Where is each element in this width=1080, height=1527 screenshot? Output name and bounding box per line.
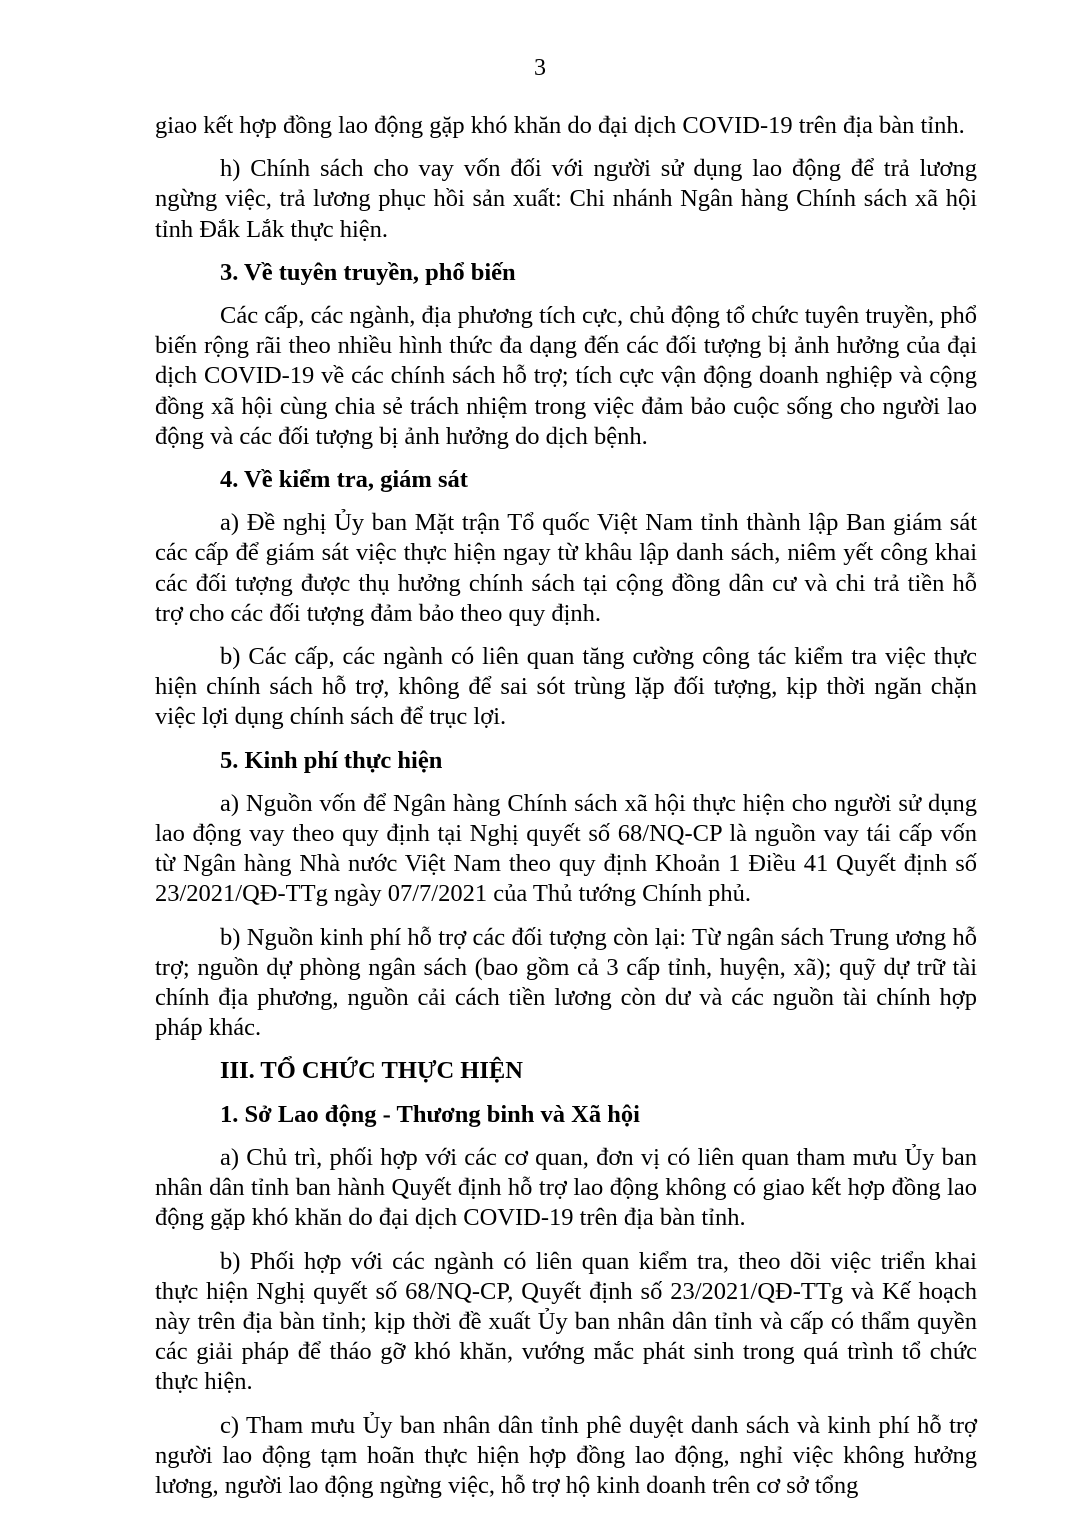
section-heading-iii: III. TỔ CHỨC THỰC HIỆN (220, 1057, 523, 1085)
paragraph-item-h: h) Chính sách cho vay vốn đối với người sử dụng lao động để trả lương ngừng việc, trả lương phục hồi sản xuất: Chi nhánh Ngân hàng Chính sách xã hội tỉnh Đắk Lắk thực hiện. (155, 155, 977, 243)
paragraph-continuation: giao kết hợp đồng lao động gặp khó khăn do đại dịch COVID-19 trên địa bàn tỉnh. (155, 112, 965, 139)
paragraph-item-b-labor: b) Phối hợp với các ngành có liên quan kiểm tra, theo dõi việc triển khai thực hiện Nghị quyết số 68/NQ-CP, Quyết định số 23/2021/QĐ-TTg và Kế hoạch này trên địa bàn tỉnh; kịp thời đề xuất Ủy ban nhân dân tỉnh và cấp có thẩm quyền các giải pháp để tháo gỡ khó khăn, vướng mắc phát sinh trong quá trình tổ chức thực hiện. (155, 1247, 977, 1396)
paragraph-item-a-funding: a) Nguồn vốn để Ngân hàng Chính sách xã hội thực hiện cho người sử dụng lao động vay theo quy định tại Nghị quyết số 68/NQ-CP là nguồn vay tái cấp vốn từ Ngân hàng Nhà nước Việt Nam theo quy định Khoản 1 Điều 41 Quyết định số 23/2021/QĐ-TTg ngày 07/7/2021 của Thủ tướng Chính phủ. (155, 789, 977, 908)
document-body (155, 111, 977, 1514)
paragraph-propaganda: Các cấp, các ngành, địa phương tích cực, chủ động tổ chức tuyên truyền, phổ biến rộng rãi theo nhiều hình thức đa dạng đến các đối tượng bị ảnh hưởng của đại dịch COVID-19 về các chính sách hỗ trợ; tích cực vận động doanh nghiệp và cộng đồng xã hội cùng chia sẻ trách nhiệm trong việc đảm bảo cuộc sống cho người lao động và các đối tượng bị ảnh hưởng do dịch bệnh. (155, 302, 977, 450)
page-number: 3 (534, 55, 546, 81)
paragraph-item-c-labor: c) Tham mưu Ủy ban nhân dân tỉnh phê duyệt danh sách và kinh phí hỗ trợ người lao động tạm hoãn thực hiện hợp đồng lao động, nghỉ việc không hưởng lương, người lao động ngừng việc, hỗ trợ hộ kinh doanh trên cơ sở tổng (155, 1411, 977, 1499)
section-heading-3: 3. Về tuyên truyền, phổ biến (220, 258, 516, 286)
paragraph-item-b-inspection: b) Các cấp, các ngành có liên quan tăng cường công tác kiểm tra việc thực hiện chính sách hỗ trợ, không để sai sót trùng lặp đối tượng, kịp thời ngăn chặn việc lợi dụng chính sách để trục lợi. (155, 643, 977, 731)
paragraph-item-a-supervision: a) Đề nghị Ủy ban Mặt trận Tổ quốc Việt Nam tỉnh thành lập Ban giám sát các cấp để giám sát việc thực hiện ngay từ khâu lập danh sách, niêm yết công khai các đối tượng được thụ hưởng chính sách tại cộng đồng dân cư và chi trả tiền hỗ trợ cho các đối tượng đảm bảo theo quy định. (155, 509, 977, 627)
paragraph-item-b-funding: b) Nguồn kinh phí hỗ trợ các đối tượng còn lại: Từ ngân sách Trung ương hỗ trợ; nguồn dự phòng ngân sách (bao gồm cả 3 cấp tỉnh, huyện, xã); quỹ dự trữ tài chính địa phương, nguồn cải cách tiền lương còn dư và các nguồn tài chính hợp pháp khác. (155, 923, 977, 1042)
section-heading-5: 5. Kinh phí thực hiện (220, 746, 443, 774)
section-heading-4: 4. Về kiểm tra, giám sát (220, 466, 468, 494)
paragraph-item-a-labor: a) Chủ trì, phối hợp với các cơ quan, đơn vị có liên quan tham mưu Ủy ban nhân dân tỉnh ban hành Quyết định hỗ trợ lao động không có giao kết hợp đồng lao động gặp khó khăn do đại dịch COVID-19 trên địa bàn tỉnh. (155, 1143, 977, 1232)
subsection-heading-1: 1. Sở Lao động - Thương binh và Xã hội (220, 1100, 640, 1128)
